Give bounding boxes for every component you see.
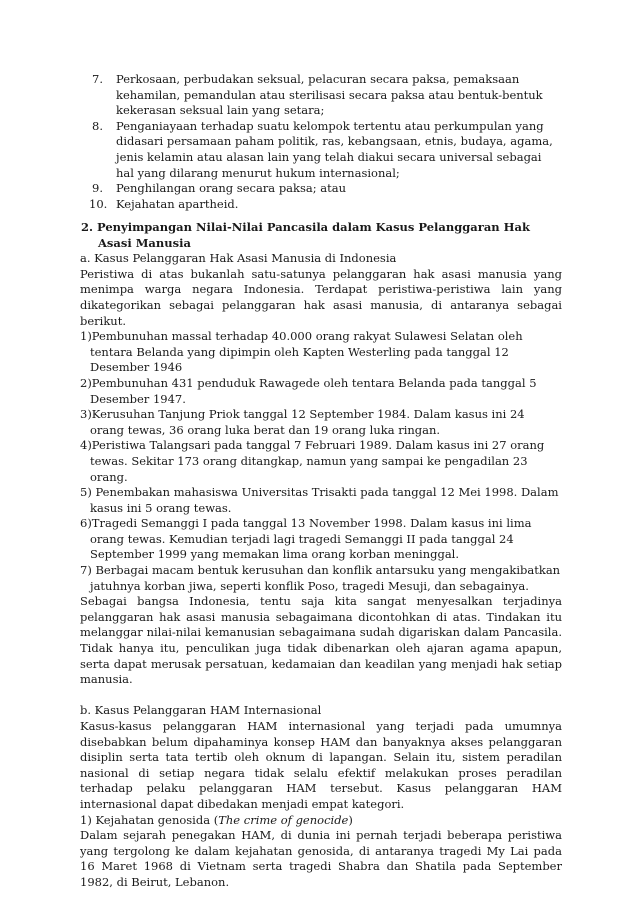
case-item: 4)Peristiwa Talangsari pada tanggal 7 Februari 1989. Dalam kasus ini 27 orang tewas. Sekitar 173 orang ditangkap, namun yang sampai ke pengadilan 23 orang.: [80, 438, 545, 484]
paragraph-gap: [80, 688, 562, 704]
list-number: 9.: [92, 181, 103, 196]
case-item: 7) Berbagai macam bentuk kerusuhan dan konflik antarsuku yang mengakibatkan jatuhnya korban jiwa, seperti konflik Poso, tragedi Mesuji, dan sebagainya.: [80, 563, 561, 593]
subheading-b: b. Kasus Pelanggaran HAM Internasional: [80, 703, 322, 718]
case-item: 5) Penembakan mahasiswa Universitas Trisakti pada tanggal 12 Mei 1998. Dalam kasus ini 5 orang tewas.: [80, 485, 559, 515]
case-item: 3)Kerusuhan Tanjung Priok tanggal 12 September 1984. Dalam kasus ini 24 orang tewas, 36 orang luka berat dan 19 orang luka ringan.: [80, 407, 525, 437]
list-text: Penghilangan orang secara paksa; atau: [116, 181, 347, 196]
list-text: Kejahatan apartheid.: [116, 196, 239, 211]
category-1-suffix: ): [348, 812, 353, 827]
subheading-a: a. Kasus Pelanggaran Hak Asasi Manusia di Indonesia: [80, 251, 397, 266]
list-item: [92, 181, 562, 197]
list-number: 7.: [92, 72, 103, 86]
case-item: 6)Tragedi Semanggi I pada tanggal 13 November 1998. Dalam kasus ini lima orang tewas. Kemudian terjadi lagi tragedi Semanggi II pada tanggal 24 September 1999 yang memakan lima orang korban meninggal.: [80, 516, 532, 562]
crimes-list: [89, 72, 562, 212]
list-number: 8.: [92, 118, 103, 133]
category-1-heading: [80, 813, 562, 829]
list-item: [92, 119, 562, 181]
list-item: [89, 196, 562, 213]
list-item: [92, 72, 562, 119]
list-number: 10.: [89, 196, 108, 211]
closing-paragraph: Sebagai bangsa Indonesia, tentu saja kita sangat menyesalkan terjadinya pelanggaran hak asasi manusia sebagaimana dicontohkan di atas. Tindakan itu melanggar nilai-nilai kemanusian sebagaimana sudah digariskan dalam Pancasila. Tidak hanya itu, penculikan juga tidak dibenarkan oleh ajaran agama apapun, serta dapat merusak persatuan, kedamaian dan keadilan yang menjadi hak setiap manusia.: [80, 594, 562, 687]
category-1-prefix: 1) Kejahatan genosida (: [80, 812, 219, 827]
list-text: Perkosaan, perbudakan seksual, pelacuran secara paksa, pemaksaan kehamilan, pemandulan atau sterilisasi secara paksa atau bentuk-bentuk kekerasan seksual lain yang setara;: [116, 72, 543, 118]
heading-line-1: 2. Penyimpangan Nilai-Nilai Pancasila dalam Kasus Pelanggaran Hak: [81, 220, 530, 234]
list-text: Penganiayaan terhadap suatu kelompok tertentu atau perkumpulan yang didasari persamaan paham politik, ras, kebangsaan, etnis, budaya, agama, jenis kelamin atau alasan lain yang telah diakui secara universal sebagai hal yang dilarang menurut hukum internasional;: [116, 118, 553, 180]
case-item: 2)Pembunuhan 431 penduduk Rawagede oleh tentara Belanda pada tanggal 5 Desember 1947.: [80, 375, 537, 406]
section-2: [80, 220, 562, 891]
category-1-italic: The crime of genocide: [218, 812, 349, 827]
international-intro: Kasus-kasus pelanggaran HAM internasional yang terjadi pada umumnya disebabkan belum dipahaminya konsep HAM dan banyaknya akses pelanggaran disiplin serta tata tertib oleh oknum di lapangan. Selain itu, sistem peradilan nasional di setiap negara tidak selalu efektif melakukan proses peradilan terhadap pelaku pelanggaran HAM tersebut. Kasus pelanggaran HAM internasional dapat dibedakan menjadi empat kategori.: [80, 719, 562, 811]
heading-line-2: Asasi Manusia: [98, 235, 191, 250]
genocide-paragraph: Dalam sejarah penegakan HAM, di dunia ini pernah terjadi beberapa peristiwa yang tergolong ke dalam kejahatan genosida, di antaranya tragedi My Lai pada 16 Maret 1968 di Vietnam serta tragedi Shabra dan Shatila pada September 1982, di Beirut, Lebanon.: [80, 828, 562, 889]
intro-paragraph: Peristiwa di atas bukanlah satu-satunya pelanggaran hak asasi manusia yang menimpa warga negara Indonesia. Terdapat peristiwa-peristiwa lain yang dikategorikan sebagai pelanggaran hak asasi manusia, di antaranya sebagai berikut.: [80, 266, 562, 328]
case-item: 1)Pembunuhan massal terhadap 40.000 orang rakyat Sulawesi Selatan oleh tentara Belanda yang dipimpin oleh Kapten Westerling pada tanggal 12 Desember 1946: [80, 329, 523, 375]
section-heading: [80, 220, 562, 251]
